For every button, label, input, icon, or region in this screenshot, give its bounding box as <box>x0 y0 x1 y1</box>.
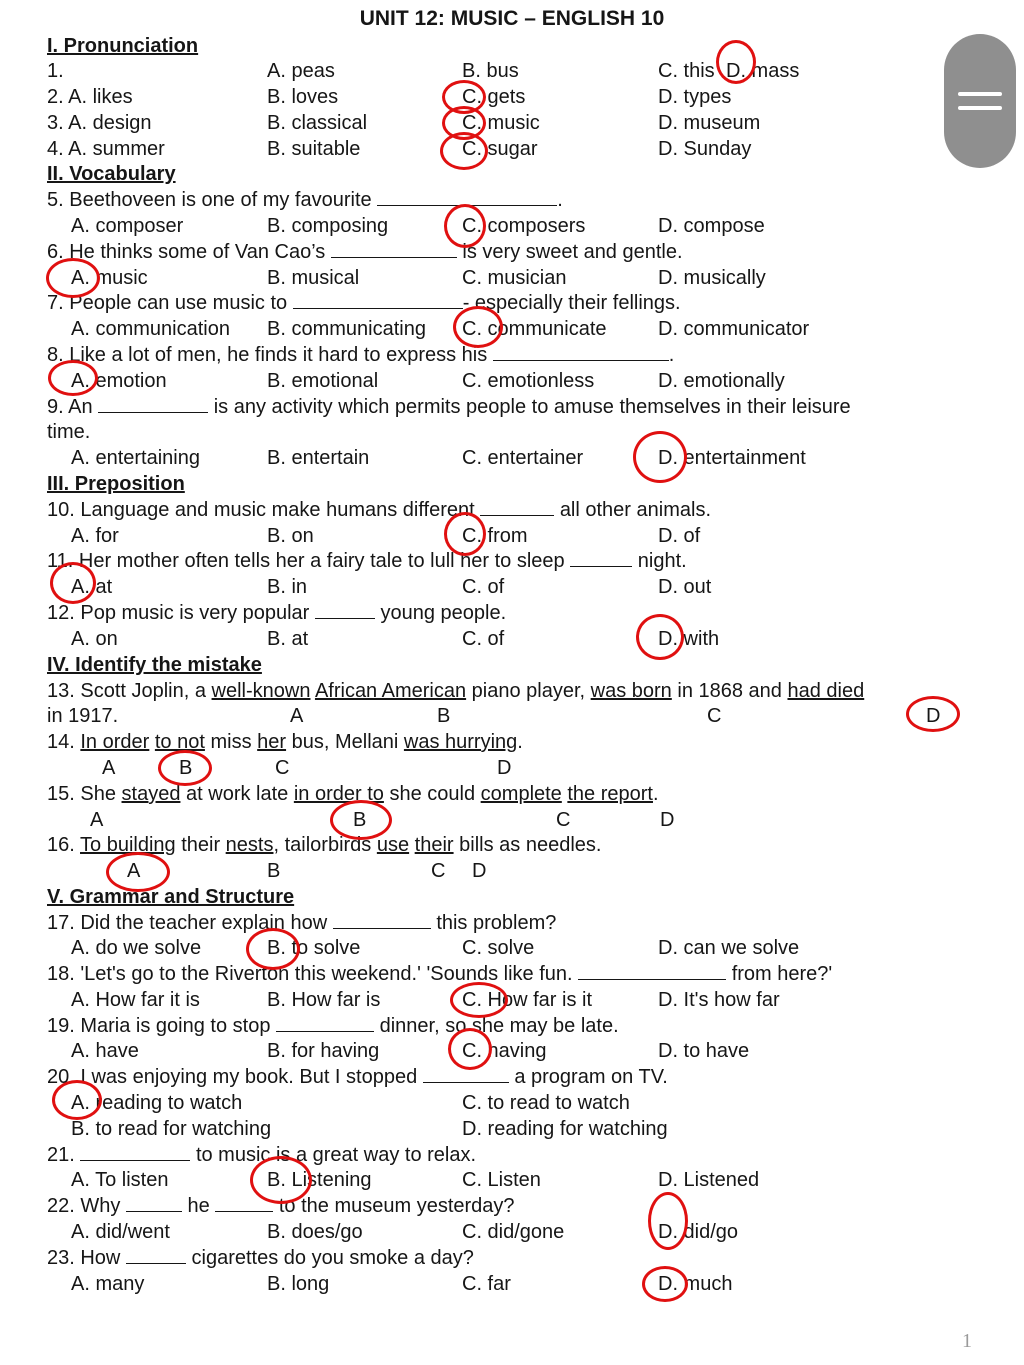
part-c: complete <box>480 783 562 805</box>
scroll-handle[interactable] <box>944 34 1016 168</box>
question-15-labels <box>47 807 747 833</box>
answer-circle <box>50 562 96 604</box>
part-c: was born <box>590 680 672 702</box>
part-d: was hurrying <box>403 731 518 753</box>
option-a: A. did/went <box>71 1221 170 1243</box>
question-21-stem: 21. to music is a great way to relax. <box>47 1144 477 1166</box>
option-c: C. composers <box>462 215 586 237</box>
option-d: D. much <box>658 1273 733 1295</box>
option-b: B. emotional <box>267 370 379 392</box>
answer-circle <box>444 204 486 248</box>
part-b: in order to <box>293 783 384 805</box>
question-14-labels <box>47 755 647 781</box>
option-b: B. Listening <box>267 1169 372 1191</box>
option-c: C. having <box>462 1040 547 1062</box>
option-b: B. bus <box>462 60 519 82</box>
question-19-stem: 19. Maria is going to stop dinner, so she may be late. <box>47 1015 619 1037</box>
question-17-stem: 17. Did the teacher explain how this problem? <box>47 912 557 934</box>
question-14-sentence: 14. In order to not miss her bus, Mellani was hurrying. <box>47 731 523 753</box>
option-a: A. emotion <box>71 370 167 392</box>
question-11-stem: 11. Her mother often tells her a fairy tale to lull her to sleep night. <box>47 550 687 572</box>
option-b: B. long <box>267 1273 330 1295</box>
part-a: well-known <box>211 680 311 702</box>
label-a: A <box>127 860 141 882</box>
part-c: use <box>376 834 410 856</box>
option-d: D. of <box>658 525 701 547</box>
option-b: B. composing <box>267 215 389 237</box>
question-10-stem: 10. Language and music make humans different all other animals. <box>47 499 711 521</box>
answer-circle <box>448 1028 492 1070</box>
option-a: 2. A. likes <box>47 86 133 108</box>
option-b: B. at <box>267 628 309 650</box>
option-c: C. of <box>462 628 505 650</box>
question-16-sentence: 16. To building their nests, tailorbirds use their bills as needles. <box>47 834 602 856</box>
label-d: D <box>660 809 675 831</box>
option-a: A. for <box>71 525 119 547</box>
option-c: C. musician <box>462 267 567 289</box>
page-number: 1 <box>962 1330 972 1352</box>
option-b: B. musical <box>267 267 360 289</box>
option-a: 3. A. design <box>47 112 152 134</box>
option-b: B. How far is <box>267 989 381 1011</box>
option-a: A. music <box>71 267 148 289</box>
answer-circle <box>106 852 170 892</box>
question-23-stem: 23. How cigarettes do you smoke a day? <box>47 1247 474 1269</box>
page-title: UNIT 12: MUSIC – ENGLISH 10 <box>359 7 665 30</box>
label-b: B <box>179 757 193 779</box>
answer-circle <box>46 258 100 298</box>
label-d: D <box>497 757 512 779</box>
answer-circle <box>444 512 486 556</box>
option-d: D. musically <box>658 267 766 289</box>
option-b: B. loves <box>267 86 339 108</box>
option-c: C. of <box>462 576 505 598</box>
option-d: D. emotionally <box>658 370 785 392</box>
option-a: A. To listen <box>71 1169 169 1191</box>
answer-circle <box>716 40 756 84</box>
option-b: B. does/go <box>267 1221 363 1243</box>
answer-circle <box>250 1156 312 1204</box>
part-b: African American <box>314 680 467 702</box>
answer-circle <box>450 982 508 1018</box>
option-d: D. reading for watching <box>462 1118 668 1140</box>
option-d: D. museum <box>658 112 761 134</box>
question-12-stem: 12. Pop music is very popular young people. <box>47 602 507 624</box>
part-a: In order <box>80 731 150 753</box>
label-c: C <box>431 860 446 882</box>
part-a: To building <box>80 834 176 856</box>
option-b: B. classical <box>267 112 368 134</box>
label-d: D <box>472 860 487 882</box>
label-a: A <box>90 809 104 831</box>
option-d: D. communicator <box>658 318 810 340</box>
option-a: A. How far it is <box>71 989 200 1011</box>
answer-circle <box>906 696 960 732</box>
part-d: the report <box>567 783 653 805</box>
label-c: C <box>275 757 290 779</box>
option-d: D. entertainment <box>658 447 806 469</box>
option-b: B. to read for watching <box>71 1118 272 1140</box>
question-20-stem: 20. I was enjoying my book. But I stopped a program on TV. <box>47 1066 668 1088</box>
option-d: D. can we solve <box>658 937 800 959</box>
option-c: C. Listen <box>462 1169 541 1191</box>
option-c: C. from <box>462 525 528 547</box>
option-b: B. suitable <box>267 138 361 160</box>
option-a: A. do we solve <box>71 937 202 959</box>
question-15-sentence: 15. She stayed at work late in order to she could complete the report. <box>47 783 659 805</box>
grip-line-icon <box>958 92 1002 96</box>
part-a: stayed <box>121 783 181 805</box>
option-a: A. many <box>71 1273 145 1295</box>
label-b: B <box>353 809 367 831</box>
part-d: their <box>414 834 454 856</box>
option-a: 4. A. summer <box>47 138 165 160</box>
option-a: A. peas <box>267 60 335 82</box>
question-9-stem-cont: time. <box>47 421 91 443</box>
question-6-stem: 6. He thinks some of Van Cao’s is very sweet and gentle. <box>47 241 683 263</box>
answer-circle <box>633 431 687 483</box>
option-c: C. music <box>462 112 540 134</box>
option-c: C. gets <box>462 86 526 108</box>
option-c: C. entertainer <box>462 447 584 469</box>
section-heading-pronunciation: I. Pronunciation <box>47 35 199 57</box>
question-18-stem: 18. 'Let's go to the Riverton this weekend.' 'Sounds like fun. from here?' <box>47 963 833 985</box>
label-a: A <box>102 757 116 779</box>
answer-circle <box>330 800 392 840</box>
question-22-stem: 22. Why he to the museum yesterday? <box>47 1195 515 1217</box>
question-5-stem: 5. Beethoveen is one of my favourite . <box>47 189 563 211</box>
label-b: B <box>267 860 281 882</box>
option-a: A. communication <box>71 318 230 340</box>
question-13-labels: in 1917. A B C D <box>47 705 941 727</box>
option-d: D. out <box>658 576 712 598</box>
option-d: D. mass <box>726 60 800 82</box>
option-c: C. emotionless <box>462 370 595 392</box>
option-b: B. on <box>267 525 314 547</box>
grip-line-icon <box>958 106 1002 110</box>
option-d: D. with <box>658 628 720 650</box>
answer-circle <box>648 1192 688 1250</box>
option-b: B. to solve <box>267 937 361 959</box>
answer-circle <box>48 360 98 396</box>
part-b: to not <box>154 731 205 753</box>
answer-circle <box>52 1080 102 1120</box>
part-c: her <box>257 731 287 753</box>
label-a: A <box>290 705 304 727</box>
label-d: D <box>926 705 941 727</box>
answer-circle <box>158 750 212 786</box>
option-a: A. reading to watch <box>71 1092 243 1114</box>
answer-circle <box>440 132 488 170</box>
answer-circle <box>246 928 300 970</box>
option-c: C. solve <box>462 937 535 959</box>
option-a: A. composer <box>71 215 184 237</box>
label-c: C <box>707 705 722 727</box>
answer-circle <box>642 1266 688 1302</box>
option-d: D. It's how far <box>658 989 780 1011</box>
option-d: D. Listened <box>658 1169 760 1191</box>
section-heading-preposition: III. Preposition <box>47 473 185 495</box>
question-13-sentence: 13. Scott Joplin, a well-known African American piano player, was born in 1868 and had died <box>47 680 865 702</box>
option-a: A. at <box>71 576 113 598</box>
option-d: D. types <box>658 86 732 108</box>
option-a: A. on <box>71 628 118 650</box>
option-c: C. this <box>658 60 715 82</box>
part-d: had died <box>787 680 865 702</box>
option-d: D. did/go <box>658 1221 739 1243</box>
option-b: B. for having <box>267 1040 380 1062</box>
option-c: C. How far is it <box>462 989 593 1011</box>
label-b: B <box>437 705 451 727</box>
part-b: nests <box>225 834 274 856</box>
option-d: D. Sunday <box>658 138 752 160</box>
option-b: B. communicating <box>267 318 426 340</box>
label-c: C <box>556 809 571 831</box>
answer-circle <box>636 614 684 660</box>
question-7-stem: 7. People can use music to - especially their fellings. <box>47 292 681 314</box>
option-d: D. compose <box>658 215 765 237</box>
option-c: C. sugar <box>462 138 538 160</box>
option-c: C. did/gone <box>462 1221 565 1243</box>
option-b: B. in <box>267 576 308 598</box>
option-a: A. have <box>71 1040 139 1062</box>
section-heading-mistake: IV. Identify the mistake <box>47 654 262 676</box>
option-d: D. to have <box>658 1040 750 1062</box>
question-number: 1. <box>47 60 64 82</box>
question-8-stem: 8. Like a lot of men, he finds it hard to express his . <box>47 344 675 366</box>
option-a: A. entertaining <box>71 447 200 469</box>
option-c: C. communicate <box>462 318 607 340</box>
option-b: B. entertain <box>267 447 370 469</box>
answer-circle <box>453 306 503 348</box>
section-heading-vocabulary: II. Vocabulary <box>47 163 176 185</box>
option-c: C. to read to watch <box>462 1092 630 1114</box>
option-c: C. far <box>462 1273 511 1295</box>
section-heading-grammar: V. Grammar and Structure <box>47 886 295 908</box>
question-9-stem: 9. An is any activity which permits people to amuse themselves in their leisure <box>47 396 851 418</box>
